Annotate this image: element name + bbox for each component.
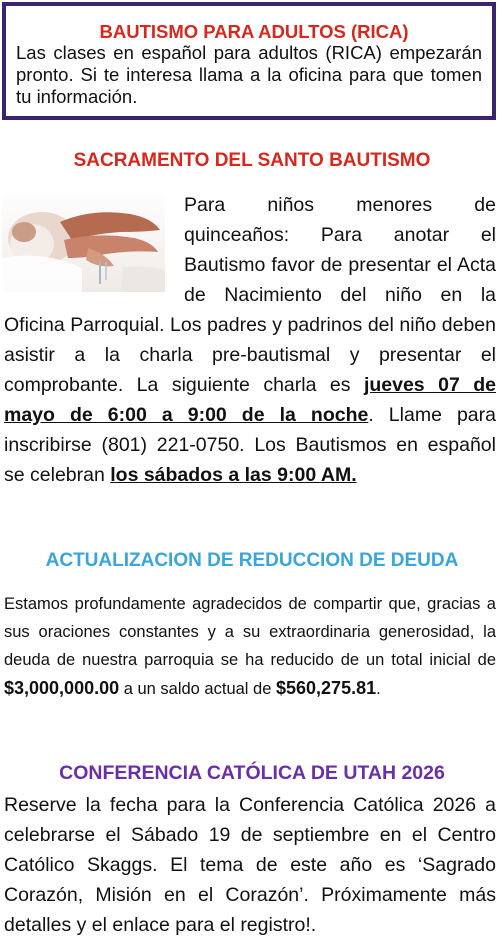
rica-body: Las clases en español para adultos (RICA) empezarán pronto. Si te interesa llama a la oficina para que tomen tu información. xyxy=(16,42,482,107)
deuda-text-part1: Estamos profundamente agradecidos de compartir que, gracias a sus oraciones constantes y a su extraordinaria generosidad, la deuda de nuestra parroquia se ha reducido de un total inicial de xyxy=(4,595,496,669)
bautismo-title: SACRAMENTO DEL SANTO BAUTISMO xyxy=(73,150,431,171)
initial-amount: $3,000,000.00 xyxy=(4,678,120,698)
charla-date: jueves 07 de mayo de 6:00 a 9:00 de la noche xyxy=(4,374,496,426)
conferencia-title: CONFERENCIA CATÓLICA DE UTAH 2026 xyxy=(59,762,445,784)
deuda-title: ACTUALIZACION DE REDUCCION DE DEUDA xyxy=(45,550,459,571)
photo-spacer xyxy=(4,190,184,310)
conferencia-body: Reserve la fecha para la Conferencia Católica 2026 a celebrarse el Sábado 19 de septiembre en el Centro Católico Skaggs. El tema de este año es ‘Sagrado Corazón, Misión en el Corazón’. Próximamente más detalles y el enlace para el registro!. xyxy=(4,794,496,936)
deuda-body xyxy=(4,590,496,703)
rica-announcement-box xyxy=(2,2,496,120)
current-amount: $560,275.81 xyxy=(276,678,377,698)
rica-title: BAUTISMO PARA ADULTOS (RICA) xyxy=(99,21,409,42)
bautismo-text-part2: . Llame para inscribirse (801) 221-0750. Los Bautismos en español se celebran xyxy=(4,404,496,486)
baptism-time: los sábados a las 9:00 AM. xyxy=(110,464,357,486)
bautismo-body xyxy=(4,190,496,490)
deuda-text-part3: . xyxy=(376,680,381,698)
deuda-text-part2: a un saldo actual de xyxy=(119,680,276,698)
bautismo-text-part1: Para niños menores de quinceaños: Para anotar el Bautismo favor de presentar el Acta de Nacimiento del niño en la Oficina Parroquial. Los padres y padrinos del niño deben asistir a la charla pre-bautismal y presentar el comprobante. La siguiente charla es xyxy=(4,194,496,396)
